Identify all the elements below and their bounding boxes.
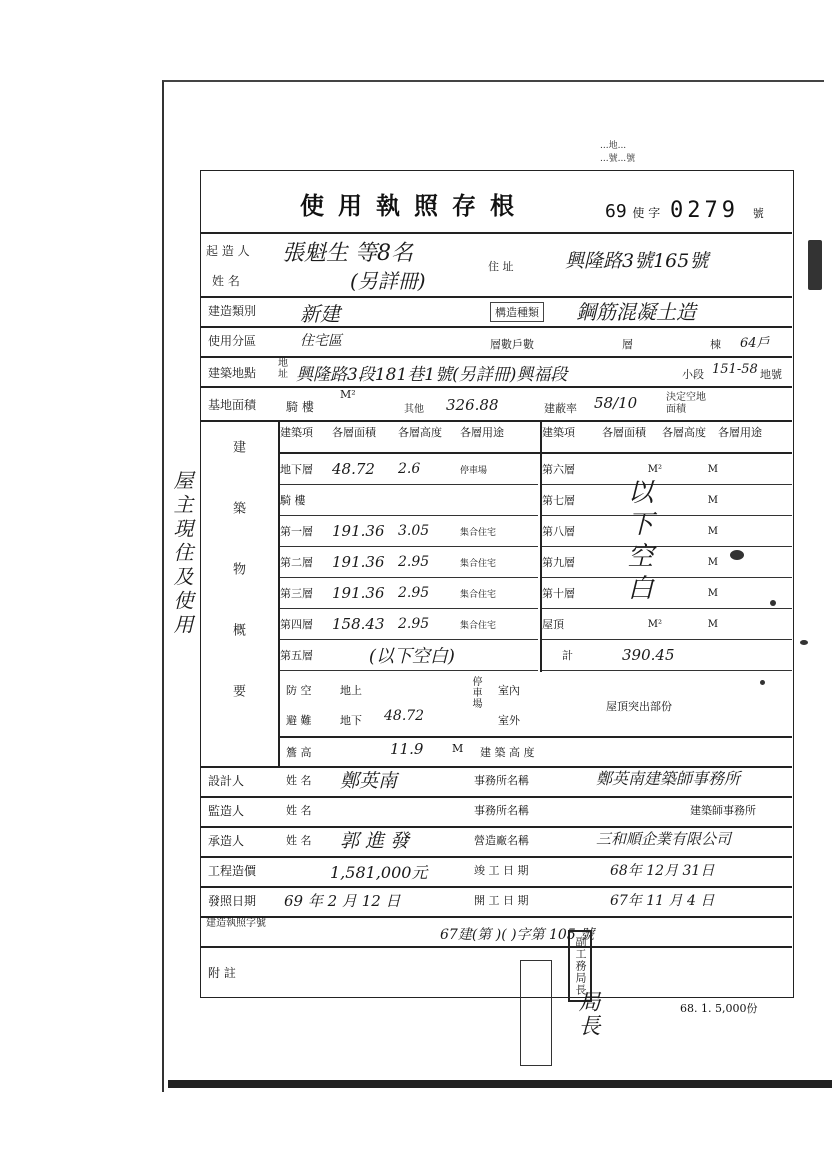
scan-bottom-edge [168,1080,832,1088]
air-raid-below-value: 48.72 [384,708,425,724]
owner-name: 張魁生 等8名 [282,241,413,266]
floor-right-row [542,578,792,609]
top-stamp [600,140,780,166]
start-date-label: 開 工 日 期 [474,894,529,907]
rule-license [200,946,792,948]
rule-category [200,326,792,328]
unit-m: M [707,463,718,475]
rule-site [200,386,792,388]
total-value: 390.45 [622,646,675,664]
issue-date-value: 69 年 2 月 12 日 [284,892,401,910]
usage-label: 使用分區 [208,334,257,348]
rule-contractor [200,856,792,858]
floor-area: 191.36 [332,553,385,571]
designer-label: 設計人 [208,774,245,788]
parking-in-label: 室內 [498,684,520,697]
site-sub-label: 地址 [278,358,288,380]
blank-note: 以下空白 [623,478,653,606]
floor-height: 2.95 [398,585,430,601]
category-label: 建造類別 [208,304,257,318]
lot-value: 151-58 [712,362,758,377]
lot-label: 小段 [682,368,704,381]
bldg-unit: 棟 [710,338,721,351]
top-stamp-line2: ...號...號 [600,154,636,164]
floor-use: 集合住宅 [460,558,497,569]
number-prefix: 69 [605,201,627,222]
rule-designer [200,796,792,798]
hdr-l-0: 建築項 [280,426,313,439]
floor-area: 158.43 [332,615,385,633]
scan-speck [770,600,776,606]
scan-speck [800,640,808,645]
floor-right-name: 第九層 [542,556,575,569]
floor-right-row [542,640,792,671]
owner-address: 興隆路3號165號 [565,250,709,272]
form-title: 使用執照存根 [300,191,528,220]
top-stamp-line1: ...地... [600,141,627,151]
roof-protrusion-label: 屋頂突出部份 [606,700,672,713]
floor-area: 191.36 [332,522,385,540]
print-info: 68. 1. 5,000份 [680,1002,758,1015]
floor-right-row [542,485,792,516]
rule-air-raid [278,736,792,738]
floor-name: 第五層 [280,649,313,662]
floor-name: 地下層 [280,463,313,476]
hdr-r-0: 建築項 [542,426,575,439]
contractor-office: 三和順企業有限公司 [596,830,732,848]
unit-m: M [707,618,718,630]
area-other-label: 其他 [404,404,424,415]
floor-area: 191.36 [332,584,385,602]
floor-table-right [542,454,792,671]
floor-table-left [280,454,538,671]
floor-name: 第四層 [280,618,313,631]
owner-name-note: (另詳冊) [350,269,426,293]
issue-date-label: 發照日期 [208,894,257,908]
remarks-label: 附 註 [208,966,236,980]
supervisor-office: 建築師事務所 [690,804,756,817]
supervisor-label: 監造人 [208,804,245,818]
floor-right-name: 第八層 [542,525,575,538]
floor-row [280,578,538,609]
floor-row [280,640,538,671]
air-raid-below-label: 地下 [340,714,362,727]
floor-right-row [542,516,792,547]
floor-right-name: 第七層 [542,494,575,507]
deputy-director-stamp: 副工務局長 [568,930,592,1002]
floor-right-row [542,609,792,640]
rule-cost [200,886,792,888]
floor-name: 第一層 [280,525,313,538]
rule-owner [200,296,792,298]
eave-height-value: 11.9 [390,740,424,758]
eave-height-label: 簷 高 [286,746,312,759]
floor-row [280,454,538,485]
floor-height: 2.95 [398,616,430,632]
hdr-l-2: 各層高度 [398,426,442,439]
scan-speck [760,680,765,685]
hdr-l-3: 各層用途 [460,426,504,439]
floor-use: 集合住宅 [460,589,497,600]
area-arcade-label: 騎 樓 [286,400,314,414]
completion-label: 竣 工 日 期 [474,864,529,877]
unit-m: M [707,494,718,506]
unit-m2: M² [647,463,662,475]
floor-name: 騎 樓 [280,494,306,507]
floor-right-row [542,454,792,485]
supervisor-name-label: 姓 名 [286,804,312,817]
floor-use: 停車場 [460,465,488,476]
floor-use: 集合住宅 [460,620,497,631]
area-unit: M² [340,388,356,401]
floor-name: 第二層 [280,556,313,569]
cost-label: 工程造價 [208,864,257,878]
owner-address-label: 住 址 [488,260,514,273]
table-header-left [280,424,540,450]
floor-use: 集合住宅 [460,527,497,538]
structure-label: 構造種類 [490,302,544,322]
floor-right-name: 第十層 [542,587,575,600]
supervisor-office-label: 事務所名稱 [474,804,529,817]
table-header-right [542,424,792,450]
floor-height: 2.6 [398,461,421,477]
units-value: 64戶 [740,336,770,351]
cost-value: 1,581,000元 [330,863,428,882]
floor-row [280,609,538,640]
number-middle: 使 字 [632,206,661,220]
decided-area-label: 決定空地面積 [666,392,706,415]
floor-right-name: 計 [562,649,573,662]
contractor-label: 承造人 [208,834,245,848]
site-value: 興隆路3段181巷1號(另詳冊)興福段 [296,365,568,385]
contractor-name-label: 姓 名 [286,834,312,847]
hdr-r-2: 各層高度 [662,426,706,439]
category-value: 新建 [300,302,340,326]
license-no-value: 67建(第 )( )字第 105 號 [440,927,595,943]
blank-note-2: (以下空白) [368,646,455,667]
license-number: 0279 [669,198,739,223]
floors-unit: 層 [622,338,633,351]
floor-row [280,547,538,578]
license-no-label: 建造執照字號 [206,918,266,929]
building-height-label: 建 築 高 度 [480,746,535,759]
air-raid-label-1: 防 空 [286,684,312,697]
air-raid-block [280,672,792,736]
hdr-r-3: 各層用途 [718,426,762,439]
floors-label: 層數戶數 [490,338,534,351]
title-rule [200,232,792,234]
floor-right-name: 屋頂 [542,618,564,631]
unit-m: M [707,525,718,537]
floor-row [280,485,538,516]
completion-value: 68年 12月 31日 [610,863,715,879]
parking-out-label: 室外 [498,714,520,727]
license-number-block [605,198,764,223]
start-date-value: 67年 11 月 4 日 [610,893,715,909]
owner-role-label: 起 造 人 [206,244,250,258]
usage-value: 住宅區 [300,333,342,349]
unit-m: M [707,556,718,568]
structure-value: 鋼筋混凝土造 [576,300,696,324]
rule-area [200,420,792,422]
rule-issue [200,916,792,918]
director-signature: 局長 [575,990,600,1038]
designer-name: 鄭英南 [340,770,398,792]
coverage-value: 58/10 [594,394,638,412]
number-suffix: 號 [752,207,764,220]
designer-office-label: 事務所名稱 [474,774,529,787]
floor-row [280,516,538,547]
scan-speck [730,550,744,560]
building-summary-label: 建築物概要 [230,440,245,745]
floor-area: 48.72 [332,460,375,478]
floor-name: 第三層 [280,587,313,600]
margin-note: 屋主現住及使用 [170,470,194,638]
contractor-name: 郭進發 [340,830,416,852]
air-raid-label-2: 避 難 [286,714,312,727]
floor-height: 3.05 [398,523,430,539]
designer-office: 鄭英南建築師事務所 [596,769,741,788]
owner-name-label: 姓 名 [212,274,240,288]
parking-label: 停車場 [470,676,481,709]
eave-height-unit: M [452,742,464,755]
hdr-l-1: 各層面積 [332,426,376,439]
approval-stamp-box [520,960,552,1066]
hdr-r-1: 各層面積 [602,426,646,439]
area-label: 基地面積 [208,398,257,412]
area-other-value: 326.88 [446,396,499,414]
floor-height: 2.95 [398,554,430,570]
coverage-label: 建蔽率 [544,402,577,415]
contractor-office-label: 營造廠名稱 [474,834,529,847]
unit-m: M [707,587,718,599]
designer-name-label: 姓 名 [286,774,312,787]
unit-m2: M² [647,618,662,630]
floor-right-name: 第六層 [542,463,575,476]
site-label: 建築地點 [208,366,257,380]
air-raid-above-label: 地上 [340,684,362,697]
floor-right-row [542,547,792,578]
scan-speck [808,240,822,290]
lot-unit: 地號 [760,368,782,381]
